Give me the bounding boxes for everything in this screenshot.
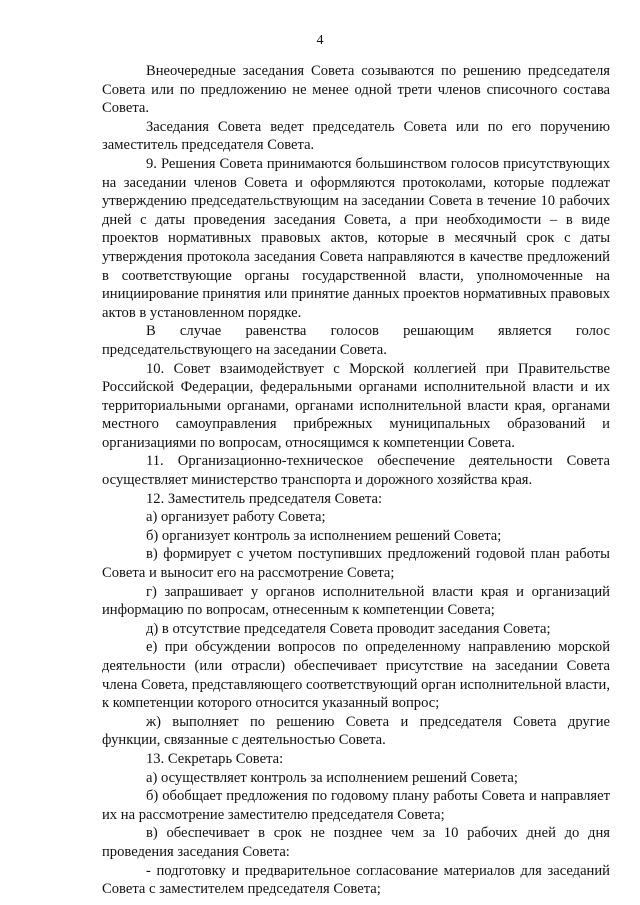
paragraph: Заседания Совета ведет председатель Совета или по его поручению заместитель председателя Совета. — [102, 118, 610, 154]
page-number: 4 — [316, 33, 324, 48]
list-item: в) формирует с учетом поступивших предложений годовой план работы Совета и выносит его на рассмотрение Совета; — [102, 546, 610, 582]
paragraph: 12. Заместитель председателя Совета: — [146, 490, 383, 507]
list-item: а) осуществляет контроль за исполнением решений Совета; — [146, 769, 518, 786]
list-item: - подготовку и предварительное согласование материалов для заседаний Совета с заместителем председателя Совета; — [102, 862, 610, 898]
paragraph: 13. Секретарь Совета: — [146, 750, 284, 767]
paragraph: 10. Совет взаимодействует с Морской коллегией при Правительстве Российской Федерации, федеральными органами исполнительной власти и их территориальными органами, органами исполнительной власти края, органами местного самоуправления прибрежных муниципальных образований и организациями по вопросам, относящимся к компетенции Совета. — [102, 360, 610, 451]
list-item: ж) выполняет по решению Совета и председателя Совета другие функции, связанные с деятельностью Совета. — [102, 713, 610, 749]
paragraph: Внеочередные заседания Совета созываются по решению председателя Совета или по предложению не менее одной трети членов списочного состава Совета. — [102, 63, 610, 117]
paragraph: 9. Решения Совета принимаются большинством голосов присутствующих на заседании членов Совета и оформляются протоколами, которые подлежат утверждению председательствующим на заседании Совета в течение 10 рабочих дней с даты проведения заседания Совета, а при необходимости – в виде проектов нормативных правовых актов, которые в месячный срок с даты утверждения протокола заседания Совета направляются в качестве предложений в соответствующие органы государственной власти, уполномоченные на инициирование принятия или принятие данных проектов нормативных правовых актов в установленном порядке. — [102, 155, 610, 321]
paragraph: В случае равенства голосов решающим является голос председательствующего на заседании Совета. — [102, 323, 610, 358]
paragraph: 11. Организационно-техническое обеспечение деятельности Совета осуществляет министерство транспорта и дорожного хозяйства края. — [102, 453, 610, 489]
document-body — [102, 62, 610, 899]
list-item: г) запрашивает у органов исполнительной власти края и организаций информацию по вопросам, отнесенным к компетенции Совета; — [102, 583, 610, 619]
list-item: в) обеспечивает в срок не позднее чем за 10 рабочих дней до дня проведения заседания Совета: — [102, 825, 610, 860]
list-item: б) организует контроль за исполнением решений Совета; — [146, 527, 502, 544]
list-item: б) обобщает предложения по годовому плану работы Совета и направляет их на рассмотрение заместителю председателя Совета; — [102, 788, 610, 823]
list-item: е) при обсуждении вопросов по определенному направлению морской деятельности (или отрасли) обеспечивает присутствие на заседании Совета члена Совета, представляющего соответствующий орган исполнительной власти, к компетенции которого относится указанный вопрос; — [102, 639, 610, 712]
list-item: д) в отсутствие председателя Совета проводит заседания Совета; — [146, 620, 551, 637]
list-item: а) организует работу Совета; — [146, 509, 326, 526]
